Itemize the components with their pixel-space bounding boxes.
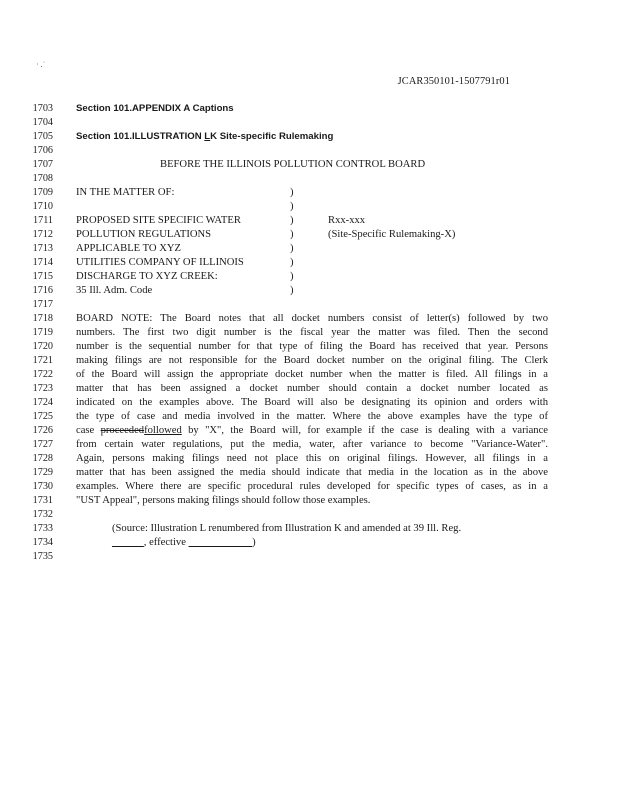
caption-right-text: Rxx-xxx — [328, 215, 366, 226]
board-note-line: from certain water regulations, put the media, water, after variance to become "Variance-Water". — [76, 439, 548, 450]
document-id: JCAR350101-1507791r01 — [397, 76, 510, 87]
board-note-line: matter that has been assigned the media should indicate that media in the location as in the above — [76, 467, 548, 478]
illustration-heading-suffix: Site-specific Rulemaking — [217, 131, 334, 142]
board-note-line: indicated on the examples above. The Board will also be designating its opinion and orders with — [76, 397, 548, 408]
board-note-line: number is the sequential number for that type of filing the Board has received that year. Persons — [76, 341, 548, 352]
source-close-paren: ) — [252, 537, 256, 548]
caption-left-text: APPLICABLE TO XYZ — [76, 243, 181, 254]
line-number: 1715 — [32, 271, 53, 282]
scan-marks: · .˙ — [36, 60, 46, 69]
line-number: 1731 — [32, 495, 53, 506]
caption-paren: ) — [290, 187, 294, 198]
board-note-line: of the Board will assign the appropriate docket number when the matter is filed. All filings in a — [76, 369, 548, 380]
source-line-1: (Source: Illustration L renumbered from Illustration K and amended at 39 Ill. Reg. — [112, 523, 462, 534]
line-number: 1733 — [32, 523, 53, 534]
line-number: 1727 — [32, 439, 53, 450]
board-note-line: the type of case and media involved in the matter. Where the above examples have the type of — [76, 411, 548, 422]
line-number: 1716 — [32, 285, 53, 296]
line-number: 1721 — [32, 355, 53, 366]
case-line-text: case — [76, 425, 101, 436]
line-number: 1705 — [32, 131, 53, 142]
line-number: 1735 — [32, 551, 53, 562]
caption-paren: ) — [290, 271, 294, 282]
caption-paren: ) — [290, 257, 294, 268]
line-number: 1729 — [32, 467, 53, 478]
board-title: BEFORE THE ILLINOIS POLLUTION CONTROL BOARD — [160, 159, 426, 170]
line-number: 1732 — [32, 509, 53, 520]
caption-paren: ) — [290, 285, 294, 296]
caption-left-text: UTILITIES COMPANY OF ILLINOIS — [76, 257, 244, 268]
register-volume-blank: ______ — [112, 537, 144, 548]
effective-date-blank: ____________ — [188, 537, 253, 548]
line-number: 1725 — [32, 411, 53, 422]
caption-paren: ) — [290, 243, 294, 254]
illustration-heading-prefix: Section 101.ILLUSTRATION — [76, 131, 205, 142]
board-note-line: BOARD NOTE: The Board notes that all docket numbers consist of letter(s) followed by two — [76, 313, 548, 324]
line-number: 1730 — [32, 481, 53, 492]
line-number: 1720 — [32, 341, 53, 352]
line-number: 1703 — [32, 103, 53, 114]
board-note-line: Again, persons making filings need not place this on original filings. However, all filings in a — [76, 453, 548, 464]
line-number: 1713 — [32, 243, 53, 254]
effective-label: , effective — [143, 537, 189, 548]
line-number: 1719 — [32, 327, 53, 338]
line-number: 1726 — [32, 425, 53, 436]
board-note-line: numbers. The first two digit number is the fiscal year the matter was filed. Then the second — [76, 327, 548, 338]
line-number: 1724 — [32, 397, 53, 408]
caption-paren: ) — [290, 201, 294, 212]
line-number: 1708 — [32, 173, 53, 184]
line-number: 1704 — [32, 117, 53, 128]
caption-left-text: PROPOSED SITE SPECIFIC WATER — [76, 215, 241, 226]
inserted-text: followed — [144, 425, 182, 436]
line-number: 1718 — [32, 313, 53, 324]
board-note-line: making filings are not responsible for the Board docket number on the original filing. The Clerk — [76, 355, 548, 366]
line-number: 1722 — [32, 369, 53, 380]
line-number: 1714 — [32, 257, 53, 268]
line-number: 1706 — [32, 145, 53, 156]
board-note-line: "UST Appeal", persons making filings should follow those examples. — [76, 495, 371, 506]
line-number: 1711 — [33, 215, 53, 226]
caption-paren: ) — [290, 229, 294, 240]
illustration-heading — [76, 131, 333, 142]
caption-right-text: (Site-Specific Rulemaking-X) — [328, 229, 456, 240]
caption-left-text: IN THE MATTER OF: — [76, 187, 175, 198]
appendix-heading: Section 101.APPENDIX A Captions — [76, 103, 234, 114]
deleted-text: proceeded — [100, 425, 145, 436]
board-note-line: examples. Where there are specific procedural rules developed for specific types of cases, as in a — [76, 481, 548, 492]
line-number: 1734 — [32, 537, 53, 548]
illustration-letter-old: L — [204, 131, 211, 142]
line-number: 1723 — [32, 383, 53, 394]
caption-left-text: POLLUTION REGULATIONS — [76, 229, 212, 240]
case-line-text: by "X", the Board will, for example if the case is dealing with a variance — [181, 425, 548, 436]
line-number: 1717 — [32, 299, 53, 310]
caption-paren: ) — [290, 215, 294, 226]
line-number: 1707 — [32, 159, 53, 170]
illustration-letter-new: K — [210, 131, 218, 142]
line-number: 1709 — [32, 187, 53, 198]
line-number: 1728 — [32, 453, 53, 464]
line-number: 1710 — [32, 201, 53, 212]
source-line-2 — [112, 537, 256, 548]
board-note-case-line — [76, 425, 548, 436]
board-note-line: matter that has been assigned a docket number should contain a docket number located as — [76, 383, 548, 394]
caption-left-text: DISCHARGE TO XYZ CREEK: — [76, 271, 218, 282]
line-number: 1712 — [32, 229, 53, 240]
caption-left-text: 35 Ill. Adm. Code — [76, 285, 153, 296]
